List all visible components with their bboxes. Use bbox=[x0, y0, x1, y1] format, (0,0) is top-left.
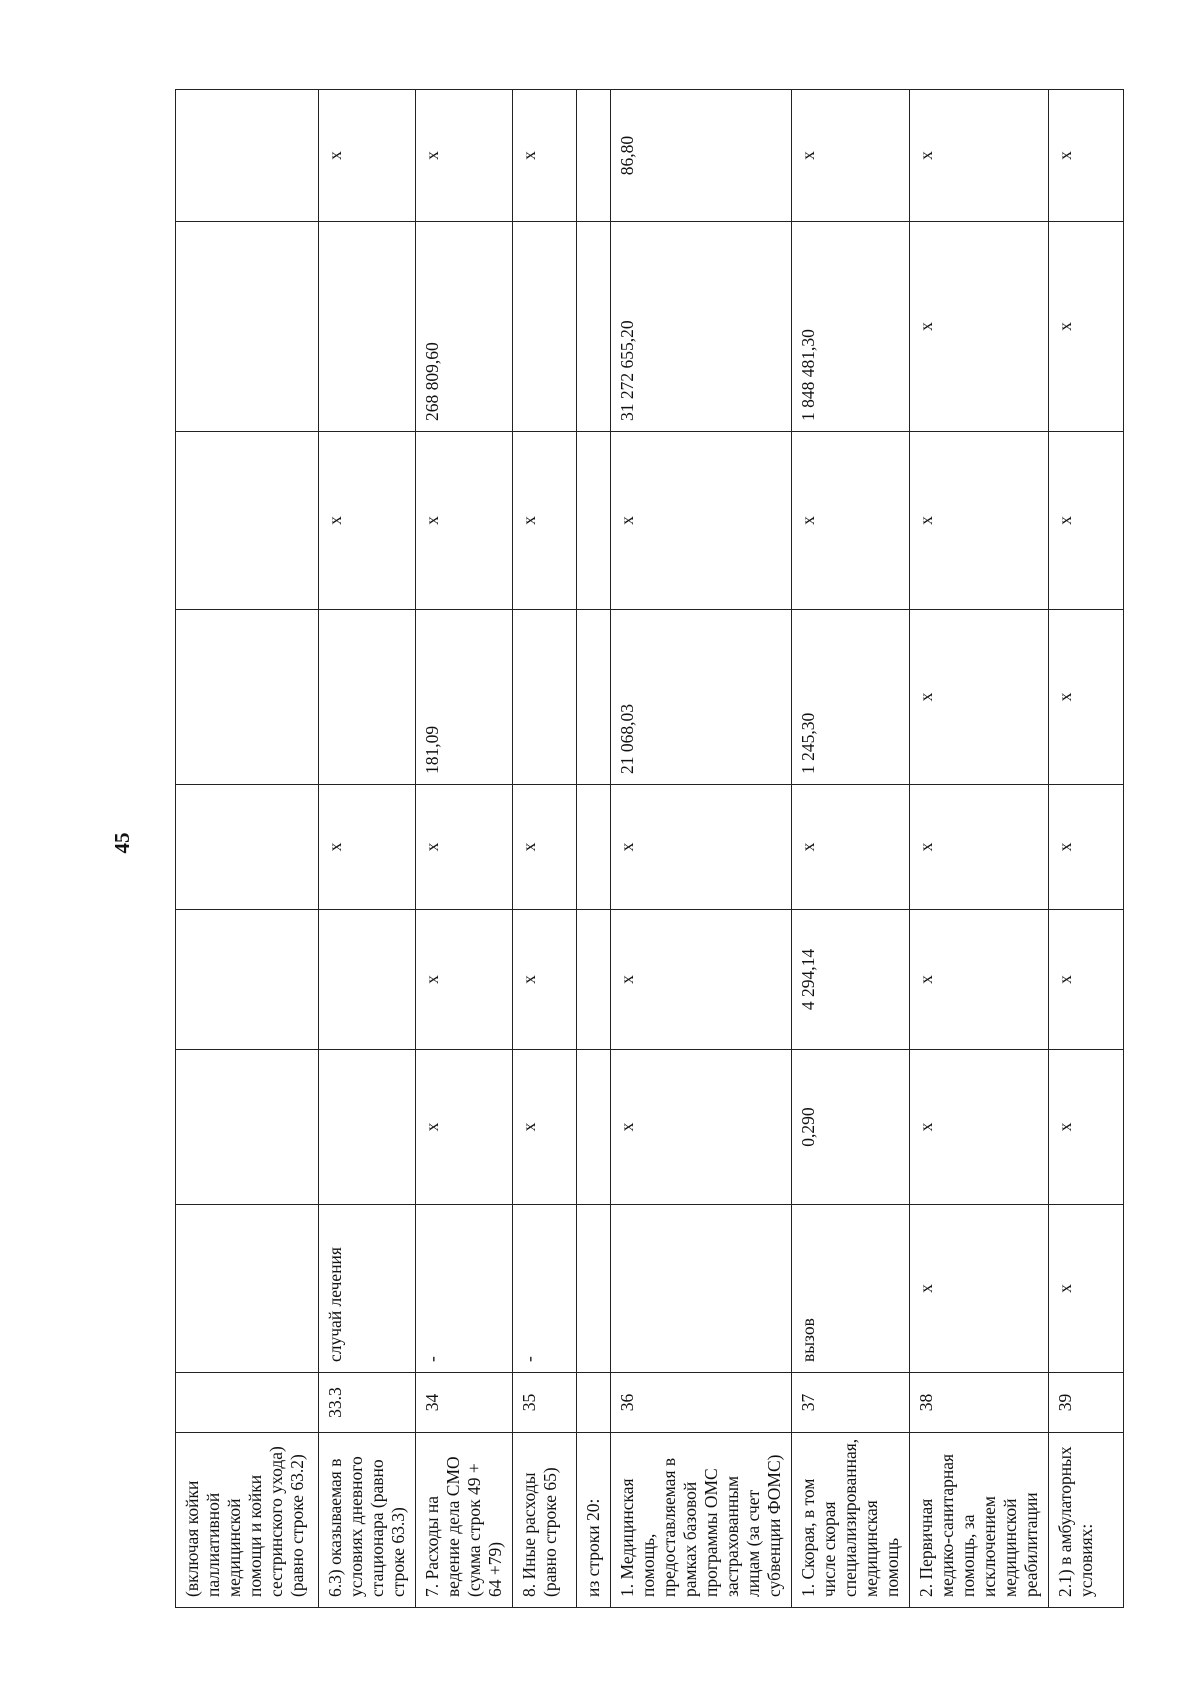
cell-volume: 0,290 bbox=[792, 1050, 910, 1205]
cell-share: 86,80 bbox=[611, 90, 792, 222]
cell-volume: х bbox=[416, 1050, 513, 1205]
cell-cost-per-unit bbox=[319, 910, 416, 1050]
cell-per-capita-budget: х bbox=[513, 785, 577, 910]
cell-volume bbox=[319, 1050, 416, 1205]
cell-row-no: 39 bbox=[1049, 1373, 1124, 1433]
cell-per-capita-budget bbox=[577, 785, 611, 910]
cell-volume: х bbox=[1049, 1050, 1124, 1205]
cell-total-oms bbox=[319, 222, 416, 432]
rotated-table-sheet bbox=[175, 90, 1096, 1608]
cell-row-no: 34 bbox=[416, 1373, 513, 1433]
cell-share bbox=[577, 90, 611, 222]
cell-total-oms: х bbox=[1049, 222, 1124, 432]
cell-unit bbox=[611, 1205, 792, 1373]
cell-per-capita-budget: х bbox=[792, 785, 910, 910]
cell-per-capita-oms: 21 068,03 bbox=[611, 610, 792, 785]
cell-name: 2.1) в амбулаторных условиях: bbox=[1049, 1433, 1124, 1608]
cell-total-oms bbox=[577, 222, 611, 432]
cell-name: из строки 20: bbox=[577, 1433, 611, 1608]
cell-share: х bbox=[910, 90, 1049, 222]
cell-per-capita-budget bbox=[176, 785, 319, 910]
cell-total-oms: 268 809,60 bbox=[416, 222, 513, 432]
cell-row-no: 38 bbox=[910, 1373, 1049, 1433]
table-row bbox=[910, 90, 1049, 1608]
cell-total-budget: х bbox=[319, 432, 416, 610]
cell-cost-per-unit: х bbox=[611, 910, 792, 1050]
cell-per-capita-oms: 181,09 bbox=[416, 610, 513, 785]
cell-per-capita-oms bbox=[577, 610, 611, 785]
cell-name: 8. Иные расходы (равно строке 65) bbox=[513, 1433, 577, 1608]
cell-unit: - bbox=[416, 1205, 513, 1373]
cell-volume: х bbox=[611, 1050, 792, 1205]
cell-row-no bbox=[176, 1373, 319, 1433]
cell-share: х bbox=[792, 90, 910, 222]
table-row bbox=[513, 90, 577, 1608]
cell-total-oms: 31 272 655,20 bbox=[611, 222, 792, 432]
table-row bbox=[792, 90, 910, 1608]
table-row bbox=[319, 90, 416, 1608]
cell-unit: х bbox=[910, 1205, 1049, 1373]
cell-per-capita-oms bbox=[513, 610, 577, 785]
cell-unit: х bbox=[1049, 1205, 1124, 1373]
cell-row-no: 33.3 bbox=[319, 1373, 416, 1433]
cell-cost-per-unit: х bbox=[910, 910, 1049, 1050]
cell-per-capita-oms: х bbox=[1049, 610, 1124, 785]
cell-volume: х bbox=[513, 1050, 577, 1205]
cell-total-budget: х bbox=[910, 432, 1049, 610]
cell-per-capita-budget: х bbox=[611, 785, 792, 910]
cell-total-budget: х bbox=[792, 432, 910, 610]
cell-per-capita-budget: х bbox=[416, 785, 513, 910]
cell-total-budget: х bbox=[1049, 432, 1124, 610]
cell-unit bbox=[176, 1205, 319, 1373]
cell-volume bbox=[176, 1050, 319, 1205]
cell-share: х bbox=[416, 90, 513, 222]
cell-total-budget bbox=[577, 432, 611, 610]
cell-row-no: 37 bbox=[792, 1373, 910, 1433]
cell-total-oms bbox=[513, 222, 577, 432]
cell-name: (включая койки паллиативной медицинской помощи и койки сестринского ухода) (равно строке 63.2) bbox=[176, 1433, 319, 1608]
cell-share: х bbox=[513, 90, 577, 222]
cell-per-capita-oms: х bbox=[910, 610, 1049, 785]
page-number: 45 bbox=[110, 832, 134, 854]
table-row bbox=[611, 90, 792, 1608]
table-row bbox=[577, 90, 611, 1608]
cell-unit bbox=[577, 1205, 611, 1373]
cell-volume: х bbox=[910, 1050, 1049, 1205]
cell-cost-per-unit: х bbox=[1049, 910, 1124, 1050]
cell-total-budget bbox=[176, 432, 319, 610]
cell-total-budget: х bbox=[611, 432, 792, 610]
cell-share bbox=[176, 90, 319, 222]
cell-total-budget: х bbox=[513, 432, 577, 610]
cell-cost-per-unit bbox=[176, 910, 319, 1050]
table-row bbox=[416, 90, 513, 1608]
cell-per-capita-oms: 1 245,30 bbox=[792, 610, 910, 785]
cell-cost-per-unit: 4 294,14 bbox=[792, 910, 910, 1050]
cell-total-oms: 1 848 481,30 bbox=[792, 222, 910, 432]
cell-cost-per-unit bbox=[577, 910, 611, 1050]
cell-per-capita-oms bbox=[176, 610, 319, 785]
cell-per-capita-budget: х bbox=[1049, 785, 1124, 910]
cell-row-no bbox=[577, 1373, 611, 1433]
cell-name: 1. Скорая, в том числе скорая специализированная, медицинская помощь bbox=[792, 1433, 910, 1608]
cell-name: 1. Медицинская помощь, предоставляемая в рамках базовой программы ОМС застрахованным лицам (за счет субвенции ФОМС) bbox=[611, 1433, 792, 1608]
cell-row-no: 35 bbox=[513, 1373, 577, 1433]
cell-volume bbox=[577, 1050, 611, 1205]
cell-cost-per-unit: х bbox=[416, 910, 513, 1050]
cell-unit: - bbox=[513, 1205, 577, 1373]
cell-name: 7. Расходы на ведение дела СМО (сумма строк 49 + 64 +79) bbox=[416, 1433, 513, 1608]
cell-row-no: 36 bbox=[611, 1373, 792, 1433]
cell-unit: вызов bbox=[792, 1205, 910, 1373]
cell-unit: случай лечения bbox=[319, 1205, 416, 1373]
financing-table bbox=[175, 89, 1124, 1608]
cell-total-oms bbox=[176, 222, 319, 432]
cell-total-budget: х bbox=[416, 432, 513, 610]
cell-cost-per-unit: х bbox=[513, 910, 577, 1050]
cell-share: х bbox=[319, 90, 416, 222]
cell-share: х bbox=[1049, 90, 1124, 222]
cell-per-capita-oms bbox=[319, 610, 416, 785]
cell-name: 6.3) оказываемая в условиях дневного стационара (равно строке 63.3) bbox=[319, 1433, 416, 1608]
cell-name: 2. Первичная медико-санитарная помощь, за исключением медицинской реабилитации bbox=[910, 1433, 1049, 1608]
table-row bbox=[176, 90, 319, 1608]
cell-per-capita-budget: х bbox=[319, 785, 416, 910]
table-row bbox=[1049, 90, 1124, 1608]
cell-total-oms: х bbox=[910, 222, 1049, 432]
cell-per-capita-budget: х bbox=[910, 785, 1049, 910]
